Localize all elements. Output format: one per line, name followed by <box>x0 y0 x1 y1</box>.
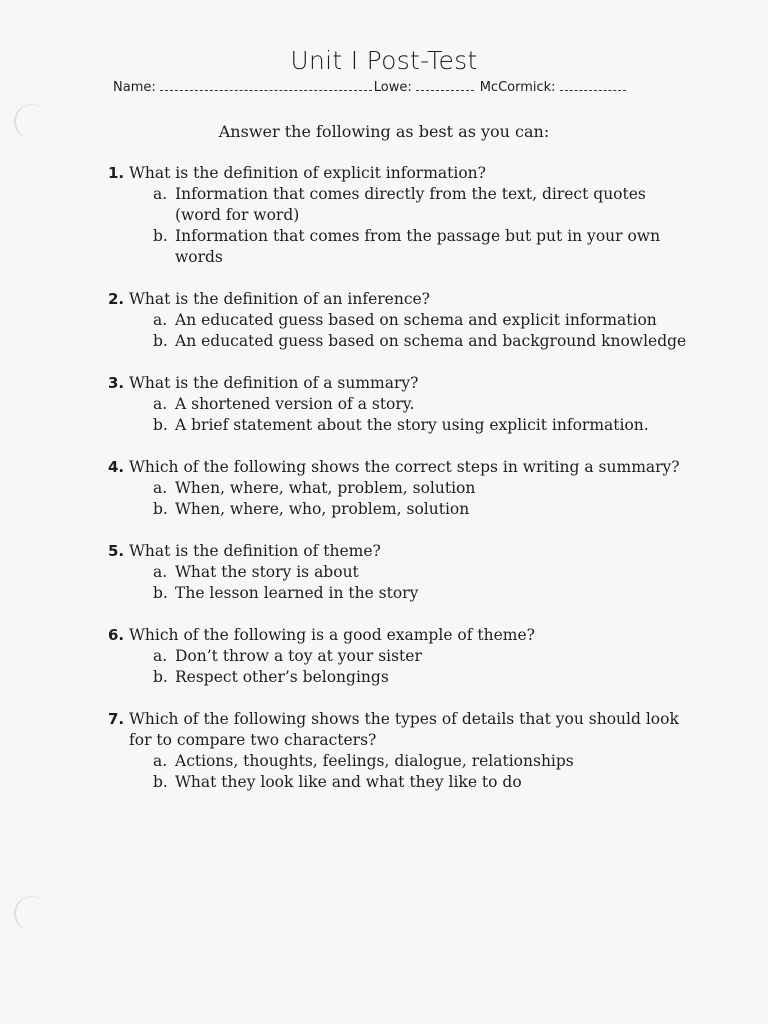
question-prompt <box>108 163 688 184</box>
answer-option[interactable] <box>153 646 688 667</box>
option-text: An educated guess based on schema and background knowledge <box>175 332 687 350</box>
option-letter: b. <box>153 332 168 350</box>
option-letter: a. <box>153 395 168 413</box>
option-letter: a. <box>153 479 168 497</box>
option-text: An educated guess based on schema and explicit information <box>175 311 657 329</box>
answer-options <box>153 478 688 520</box>
option-text: Actions, thoughts, feelings, dialogue, relationships <box>175 752 574 770</box>
question-number: 6. <box>108 626 125 644</box>
question-4 <box>108 457 688 520</box>
option-letter: b. <box>153 584 168 602</box>
mccormick-blank[interactable] <box>560 80 626 91</box>
option-letter: b. <box>153 416 168 434</box>
lowe-label: Lowe: <box>373 80 412 95</box>
lowe-blank[interactable] <box>416 80 474 91</box>
question-number: 4. <box>108 458 125 476</box>
answer-option[interactable] <box>153 415 688 436</box>
question-number: 7. <box>108 710 125 728</box>
question-prompt <box>108 457 688 478</box>
option-text: Respect other’s belongings <box>175 668 389 686</box>
answer-option[interactable] <box>153 583 688 604</box>
answer-option[interactable] <box>153 226 688 268</box>
answer-options <box>153 310 688 352</box>
answer-option[interactable] <box>153 331 688 352</box>
option-text: Don’t throw a toy at your sister <box>175 647 422 665</box>
answer-option[interactable] <box>153 478 688 499</box>
answer-option[interactable] <box>153 772 688 793</box>
question-prompt <box>108 289 688 310</box>
question-prompt <box>108 709 688 751</box>
option-letter: a. <box>153 752 168 770</box>
question-text: Which of the following shows the types of details that you should look for to compare two characters? <box>129 710 679 749</box>
option-letter: b. <box>153 668 168 686</box>
option-text: The lesson learned in the story <box>175 584 419 602</box>
student-header <box>113 80 658 95</box>
question-number: 2. <box>108 290 125 308</box>
option-text: A shortened version of a story. <box>175 395 415 413</box>
answer-options <box>153 562 688 604</box>
page-title: Unit I Post-Test <box>290 46 478 75</box>
question-list <box>108 163 688 814</box>
question-7 <box>108 709 688 793</box>
option-letter: b. <box>153 500 168 518</box>
question-number: 1. <box>108 164 125 182</box>
question-number: 3. <box>108 374 125 392</box>
option-letter: a. <box>153 311 168 329</box>
option-text: A brief statement about the story using explicit information. <box>175 416 649 434</box>
answer-options <box>153 751 688 793</box>
option-text: What they look like and what they like to do <box>175 773 522 791</box>
question-2 <box>108 289 688 352</box>
mccormick-label: McCormick: <box>479 80 556 95</box>
option-letter: a. <box>153 563 168 581</box>
question-1 <box>108 163 688 268</box>
option-letter: b. <box>153 773 168 791</box>
option-text: What the story is about <box>175 563 359 581</box>
punch-hole-mark <box>14 896 50 931</box>
answer-option[interactable] <box>153 394 688 415</box>
question-6 <box>108 625 688 688</box>
question-number: 5. <box>108 542 125 560</box>
option-text: When, where, who, problem, solution <box>175 500 470 518</box>
question-prompt <box>108 541 688 562</box>
question-3 <box>108 373 688 436</box>
answer-options <box>153 394 688 436</box>
answer-option[interactable] <box>153 499 688 520</box>
question-prompt <box>108 625 688 646</box>
question-text: Which of the following shows the correct steps in writing a summary? <box>129 458 680 476</box>
question-text: What is the definition of a summary? <box>129 374 419 392</box>
option-text: Information that comes from the passage but put in your own words <box>175 227 661 266</box>
question-prompt <box>108 373 688 394</box>
answer-option[interactable] <box>153 562 688 583</box>
answer-option[interactable] <box>153 667 688 688</box>
answer-options <box>153 184 688 268</box>
option-letter: a. <box>153 647 168 665</box>
answer-option[interactable] <box>153 184 688 226</box>
question-text: What is the definition of explicit information? <box>129 164 486 182</box>
option-text: Information that comes directly from the text, direct quotes (word for word) <box>175 185 646 224</box>
name-label: Name: <box>113 80 156 95</box>
question-text: Which of the following is a good example of theme? <box>129 626 535 644</box>
question-5 <box>108 541 688 604</box>
answer-option[interactable] <box>153 310 688 331</box>
answer-options <box>153 646 688 688</box>
option-letter: b. <box>153 227 168 245</box>
option-letter: a. <box>153 185 168 203</box>
name-blank[interactable] <box>160 80 372 91</box>
question-text: What is the definition of theme? <box>129 542 381 560</box>
question-text: What is the definition of an inference? <box>129 290 430 308</box>
instructions: Answer the following as best as you can: <box>218 122 550 141</box>
option-text: When, where, what, problem, solution <box>175 479 476 497</box>
answer-option[interactable] <box>153 751 688 772</box>
